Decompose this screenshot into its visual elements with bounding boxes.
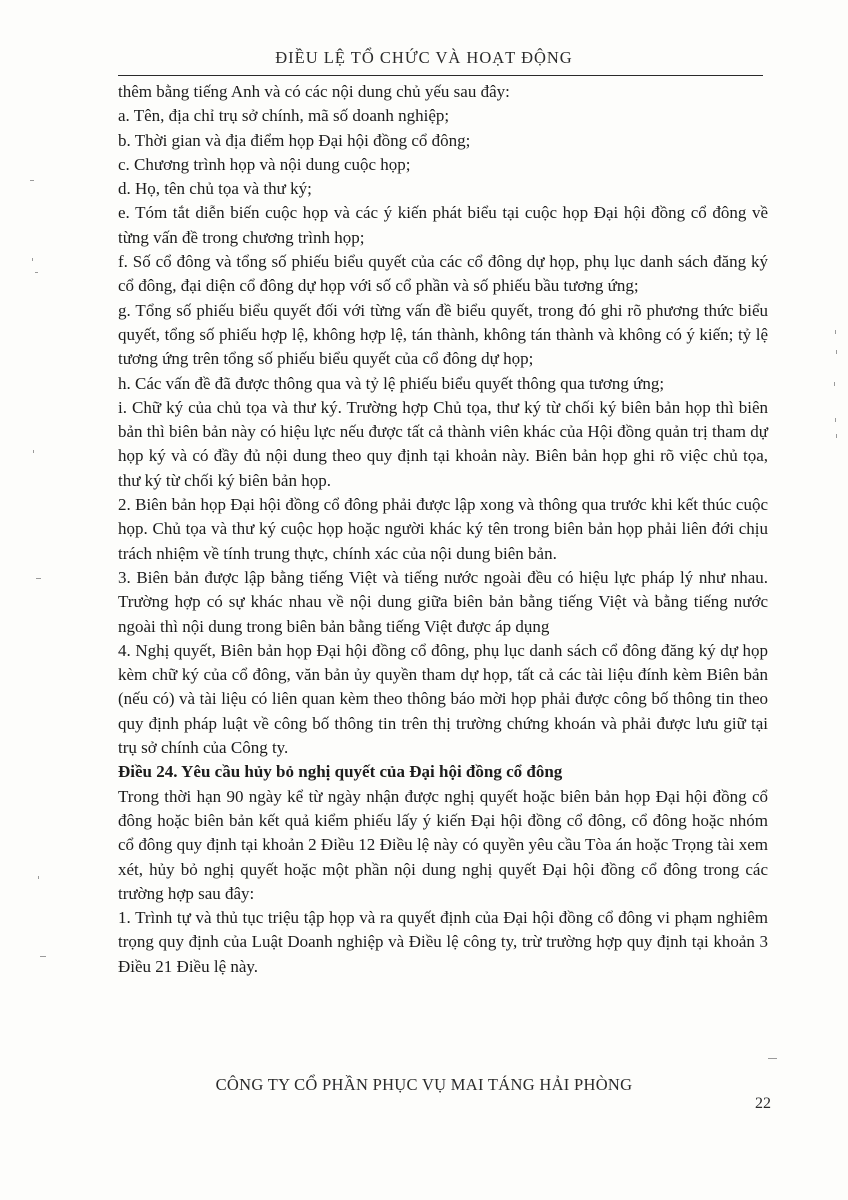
scan-speck [38,876,39,879]
article-24-clause-1: 1. Trình tự và thủ tục triệu tập họp và ra quyết định của Đại hội đồng cổ đông vi phạm nghiêm trọng quy định của Luật Doanh nghiệp và Điều lệ công ty, trừ trường hợp quy định tại khoản 3 Điều 21 Điều lệ này. [118,908,768,976]
paragraph-intro: thêm bằng tiếng Anh và có các nội dung chủ yếu sau đây: [118,82,510,101]
list-item-c: c. Chương trình họp và nội dung cuộc họp; [118,154,411,174]
scan-speck [835,418,836,422]
article-24-intro: Trong thời hạn 90 ngày kể từ ngày nhận được nghị quyết hoặc biên bản họp Đại hội đồng cổ đông hoặc biên bản kết quả kiểm phiếu lấy ý kiến Đại hội đồng cổ đông, cổ đông hoặc nhóm cổ đông quy định tại khoản 2 Điều 12 Điều lệ này có quyền yêu cầu Tòa án hoặc Trọng tài xem xét, hủy bỏ nghị quyết hoặc một phần nội dung nghị quyết Đại hội đồng cổ đông trong các trường hợp sau đây: [118,786,768,903]
list-item-e: e. Tóm tắt diễn biến cuộc họp và các ý kiến phát biểu tại cuộc họp Đại hội đồng cổ đông về từng vấn đề trong chương trình họp; [118,203,768,247]
scan-speck [836,434,837,438]
list-item-g: g. Tổng số phiếu biểu quyết đối với từng vấn đề biểu quyết, trong đó ghi rõ phương thức biểu quyết, tổng số phiếu hợp lệ, không hợp lệ, tán thành, không tán thành và không có ý kiến; tỷ lệ tương ứng trên tổng số phiếu biểu quyết của cổ đông dự họp; [118,300,768,369]
page-header-title: ĐIỀU LỆ TỔ CHỨC VÀ HOẠT ĐỘNG [275,48,573,67]
header-divider [118,75,763,76]
clause-3: 3. Biên bản được lập bằng tiếng Việt và tiếng nước ngoài đều có hiệu lực pháp lý như nhau. Trường hợp có sự khác nhau về nội dung giữa biên bản bằng tiếng Việt và bằng tiếng nước ngoài thì nội dung trong biên bản bằng tiếng Việt được áp dụng [118,567,768,636]
page-number: 22 [755,1095,771,1112]
clause-4: 4. Nghị quyết, Biên bản họp Đại hội đồng cổ đông, phụ lục danh sách cổ đông đăng ký dự họp kèm chữ ký của cổ đông, văn bản ủy quyền tham dự họp, tất cả các tài liệu đính kèm Biên bản (nếu có) và tài liệu có liên quan kèm theo thông báo mời họp phải được công bố thông tin theo quy định pháp luật về công bố thông tin trên thị trường chứng khoán và phải được lưu giữ tại trụ sở chính của Công ty. [118,640,768,758]
list-item-d: d. Họ, tên chủ tọa và thư ký; [118,179,312,199]
list-item-a: a. Tên, địa chỉ trụ sở chính, mã số doanh nghiệp; [118,106,450,126]
clause-2: 2. Biên bản họp Đại hội đồng cổ đông phải được lập xong và thông qua trước khi kết thúc cuộc họp. Chủ tọa và thư ký cuộc họp hoặc người khác ký tên trong biên bản họp phải liên đới chịu trách nhiệm về tính trung thực, chính xác của nội dung biên bản. [118,495,768,563]
scan-speck [834,382,835,386]
scan-speck [768,1058,777,1059]
scan-speck [30,180,34,181]
scan-speck [35,272,38,273]
scan-speck [33,450,34,453]
article-24-heading: Điều 24. Yêu cầu hủy bỏ nghị quyết của Đại hội đồng cổ đông [118,762,563,782]
scan-speck [836,350,837,354]
scan-speck [36,578,41,579]
list-item-f: f. Số cổ đông và tổng số phiếu biểu quyết của các cổ đông dự họp, phụ lục danh sách đăng ký cổ đông, đại diện cổ đông dự họp với số cổ phần và số phiếu bầu tương ứng; [118,252,768,296]
page-footer-company: CÔNG TY CỔ PHẦN PHỤC VỤ MAI TÁNG HẢI PHÒNG [215,1075,633,1094]
scan-speck [32,258,33,261]
list-item-h: h. Các vấn đề đã được thông qua và tỷ lệ phiếu biểu quyết thông qua tương ứng; [118,373,665,393]
list-item-b: b. Thời gian và địa điểm họp Đại hội đồng cổ đông; [118,130,471,150]
scan-speck [40,956,46,957]
list-item-i: i. Chữ ký của chủ tọa và thư ký. Trường hợp Chủ tọa, thư ký từ chối ký biên bản họp thì biên bản thì biên bản này có hiệu lực nếu được tất cả thành viên khác của Hội đồng quản trị tham dự họp ký và có đầy đủ nội dung theo quy định tại khoản này. Biên bản họp ghi rõ việc chủ tọa, thư ký từ chối ký biên bản họp. [118,397,768,490]
document-body [118,80,768,979]
scan-speck [835,330,836,334]
